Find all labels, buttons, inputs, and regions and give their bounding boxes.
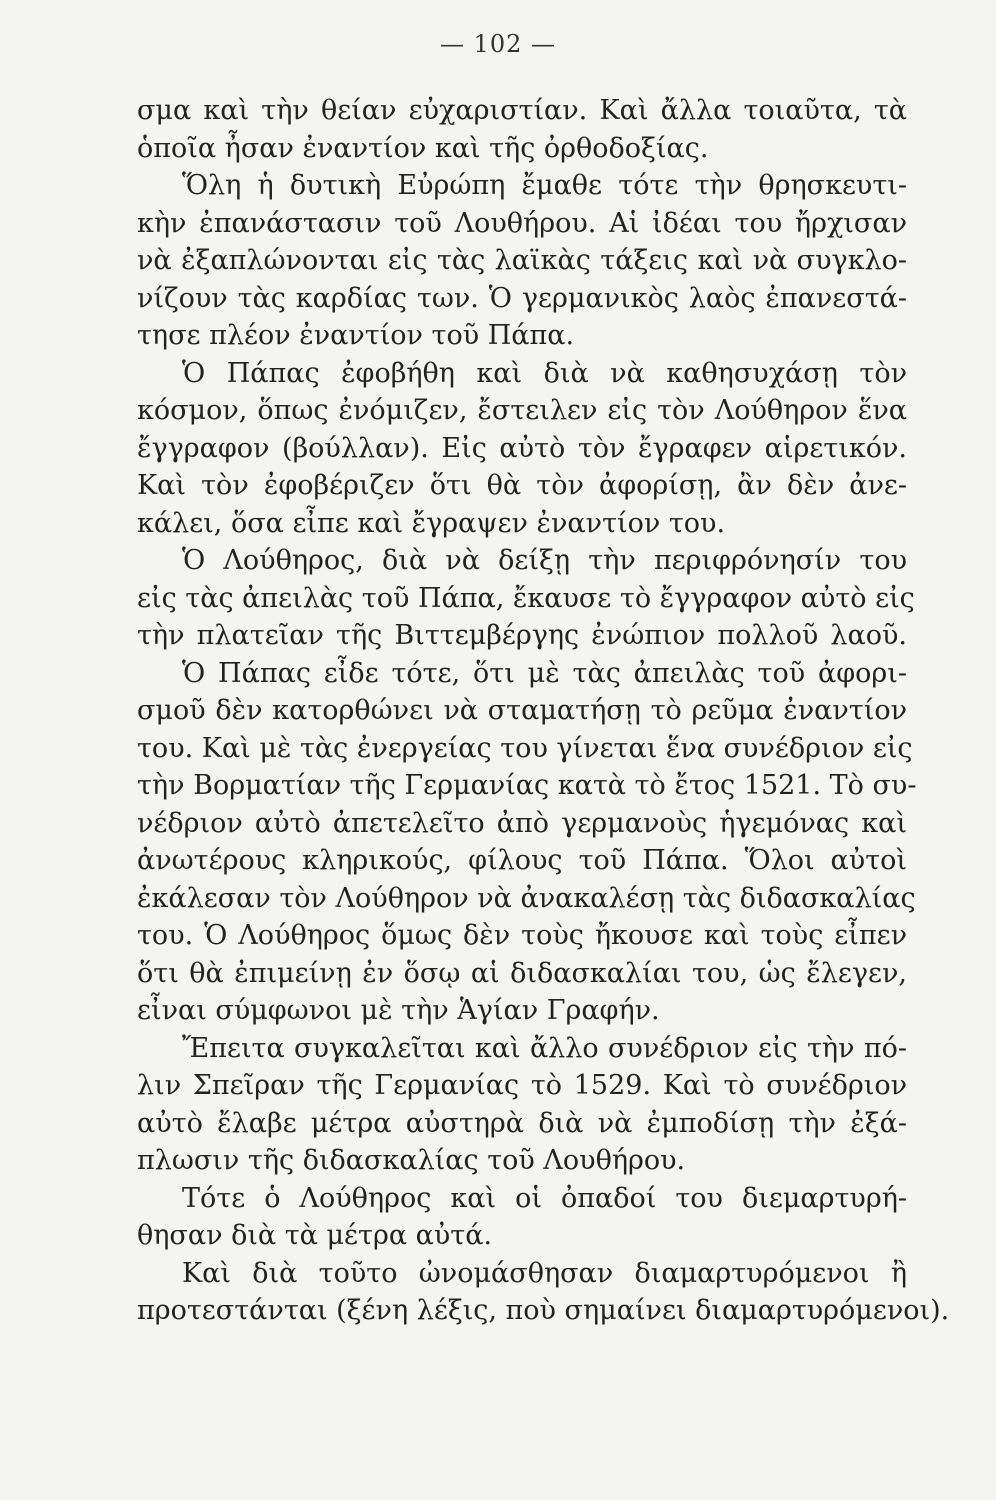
text-line: λιν Σπεῖραν τῆς Γερμανίας τὸ 1529. Καὶ τὸ συνέδριον	[137, 1070, 907, 1101]
text-line: ὅτι θὰ ἐπιμείνῃ ἐν ὅσῳ αἱ διδασκαλίαι του, ὡς ἔλεγεν,	[137, 957, 907, 989]
text-line: Καὶ διὰ τοῦτο ὠνομάσθησαν διαμαρτυρόμενοι ἢ	[182, 1257, 907, 1289]
text-line: κὴν ἐπανάστασιν τοῦ Λουθήρου. Αἱ ἰδέαι του ἤρχισαν	[137, 207, 907, 239]
text-line: προτεστάνται (ξένη λέξις, ποὺ σημαίνει διαμαρτυρόμενοι).	[137, 1295, 950, 1326]
text-line: νέδριον αὐτὸ ἀπετελεῖτο ἀπὸ γερμανοὺς ἡγεμόνας καὶ	[137, 807, 907, 839]
text-line: του. Ὁ Λούθηρος ὅμως δὲν τοὺς ἤκουσε καὶ τοὺς εἶπεν	[137, 920, 907, 951]
text-line: τησε πλέον ἐναντίον τοῦ Πάπα.	[137, 320, 575, 351]
text-line: Καὶ τὸν ἐφοβέριζεν ὅτι θὰ τὸν ἀφορίσῃ, ἂν δὲν ἀνε-	[137, 470, 907, 501]
text-line: ὁποῖα ἦσαν ἐναντίον καὶ τῆς ὀρθοδοξίας.	[137, 132, 709, 164]
text-line: Ὁ Πάπας ἐφοβήθη καὶ διὰ νὰ καθησυχάσῃ τὸν	[182, 357, 907, 389]
text-line: εἶναι σύμφωνοι μὲ τὴν Ἁγίαν Γραφήν.	[137, 995, 660, 1026]
text-line: ἐκάλεσαν τὸν Λούθηρον νὰ ἀνακαλέσῃ τὰς διδασκαλίας	[137, 882, 916, 914]
page-body	[137, 92, 950, 1330]
text-line: νίζουν τὰς καρδίας των. Ὁ γερμανικὸς λαὸς ἐπανεστά-	[137, 282, 907, 314]
text-line: σμα καὶ τὴν θείαν εὐχαριστίαν. Καὶ ἄλλα τοιαῦτα, τὰ	[137, 95, 907, 126]
text-line: νὰ ἐξαπλώνονται εἰς τὰς λαϊκὰς τάξεις καὶ νὰ συγκλο-	[137, 245, 907, 276]
text-line: σμοῦ δὲν κατορθώνει νὰ σταματήσῃ τὸ ρεῦμα ἐναντίον	[137, 695, 907, 726]
text-line: Ὅλη ἡ δυτικὴ Εὐρώπη ἔμαθε τότε τὴν θρησκευτι-	[182, 170, 907, 201]
text-line: ἀνωτέρους κληρικούς, φίλους τοῦ Πάπα. Ὅλοι αὐτοὶ	[137, 845, 907, 876]
text-line: πλωσιν τῆς διδασκαλίας τοῦ Λουθήρου.	[137, 1145, 686, 1176]
text-line: Ὁ Πάπας εἶδε τότε, ὅτι μὲ τὰς ἀπειλὰς τοῦ ἀφορι-	[182, 657, 907, 689]
text-line: αὐτὸ ἔλαβε μέτρα αὐστηρὰ διὰ νὰ ἐμποδίσῃ τὴν ἐξά-	[137, 1107, 907, 1139]
text-line: κάλει, ὅσα εἶπε καὶ ἔγραψεν ἐναντίον του.	[137, 507, 726, 539]
text-line: Τότε ὁ Λούθηρος καὶ οἱ ὀπαδοί του διεμαρτυρή-	[182, 1182, 907, 1214]
text-line: ἔγγραφον (βούλλαν). Εἰς αὐτὸ τὸν ἔγραφεν αἱρετικόν.	[137, 432, 907, 464]
page-number: — 102 —	[439, 30, 557, 58]
text-line: θησαν διὰ τὰ μέτρα αὐτά.	[137, 1220, 493, 1251]
text-line: του. Καὶ μὲ τὰς ἐνεργείας του γίνεται ἕνα συνέδριον εἰς	[137, 732, 913, 764]
text-line: Ὁ Λούθηρος, διὰ νὰ δείξῃ τὴν περιφρόνησίν του	[182, 545, 907, 576]
text-line: τὴν Βορματίαν τῆς Γερμανίας κατὰ τὸ ἔτος 1521. Τὸ συ-	[137, 770, 917, 801]
text-line: Ἔπειτα συγκαλεῖται καὶ ἄλλο συνέδριον εἰς τὴν πό-	[182, 1032, 907, 1064]
text-line: τὴν πλατεῖαν τῆς Βιττεμβέργης ἐνώπιον πολλοῦ λαοῦ.	[137, 620, 907, 651]
text-line: κόσμον, ὅπως ἐνόμιζεν, ἔστειλεν εἰς τὸν Λούθηρον ἕνα	[137, 395, 907, 426]
text-line: εἰς τὰς ἀπειλὰς τοῦ Πάπα, ἔκαυσε τὸ ἔγγραφον αὐτὸ εἰς	[137, 582, 915, 614]
